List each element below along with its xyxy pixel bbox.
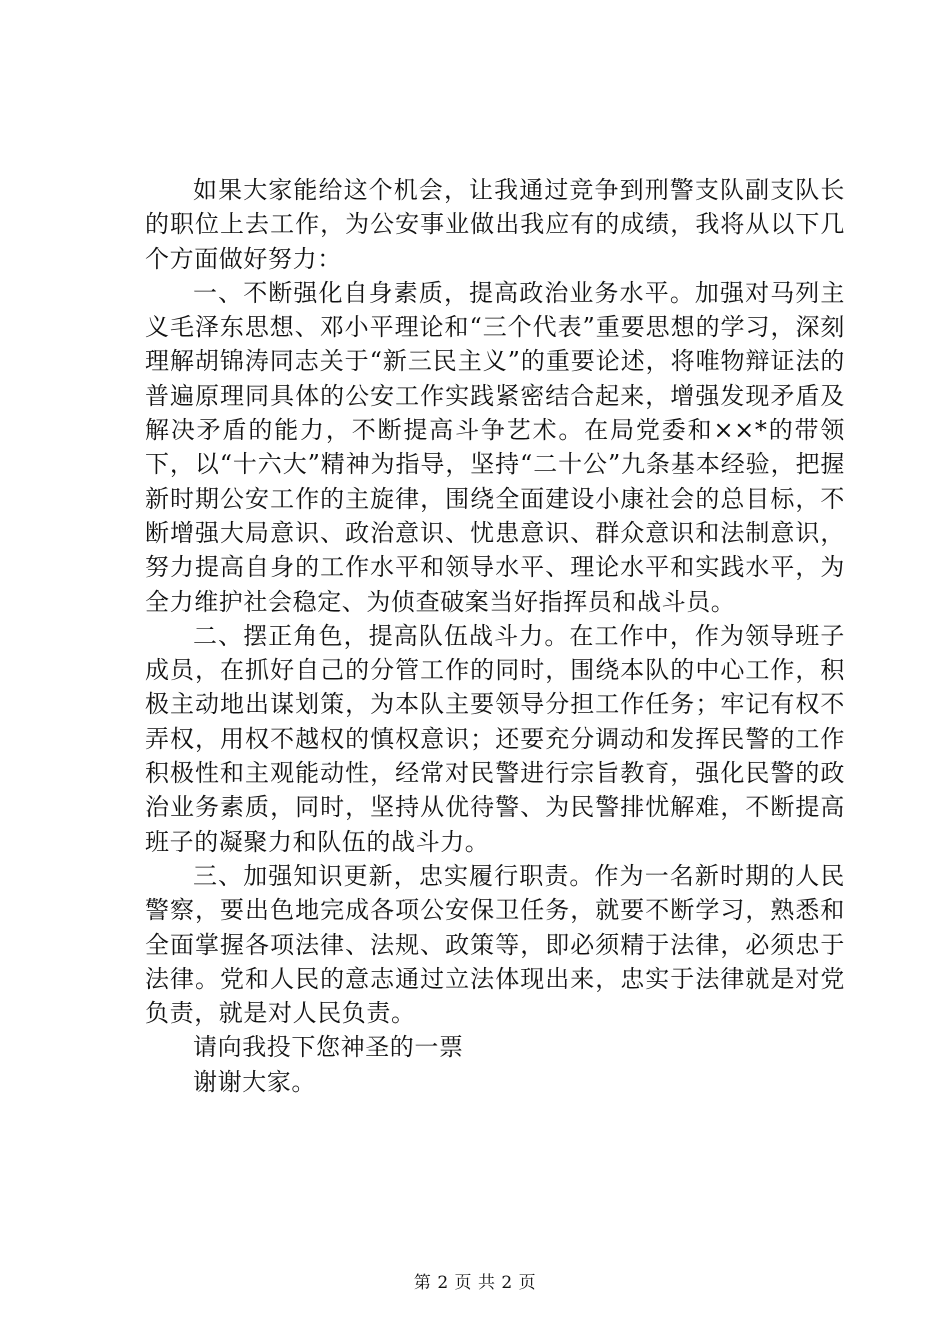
page-footer: 第 2 页 共 2 页	[413, 1273, 537, 1293]
paragraph-vote-request: 请向我投下您神圣的一票	[193, 1033, 464, 1062]
paragraph-point-one: 一、不断强化自身素质，提高政治业务水平。加强对马列主义毛泽东思想、邓小平理论和“三个代表”重要思想的学习，深刻理解胡锦涛同志关于“新三民主义”的重要论述，将唯物辩证法的普遍原理同具体的公安工作实践紧密结合起来，增强发现矛盾及解决矛盾的能力，不断提高斗争艺术。在局党委和××*的带领下，以“十六大”精神为指导，坚持“二十公”九条基本经验，把握新时期公安工作的主旋律，围绕全面建设小康社会的总目标，不断增强大局意识、政治意识、忧患意识、群众意识和法制意识，努力提高自身的工作水平和领导水平、理论水平和实践水平，为全力维护社会稳定、为侦查破案当好指挥员和战斗员。	[145, 278, 845, 616]
document-body	[145, 173, 845, 1099]
paragraph-intro: 如果大家能给这个机会，让我通过竞争到刑警支队副支队长的职位上去工作，为公安事业做出我应有的成绩，我将从以下几个方面做好努力：	[145, 176, 845, 273]
paragraph-point-three: 三、加强知识更新，忠实履行职责。作为一名新时期的人民警察，要出色地完成各项公安保卫任务，就要不断学习，熟悉和全面掌握各项法律、法规、政策等，即必须精于法律，必须忠于法律。党和人民的意志通过立法体现出来，忠实于法律就是对党负责，就是对人民负责。	[145, 861, 845, 1028]
paragraph-thanks: 谢谢大家。	[193, 1067, 316, 1096]
paragraph-point-two: 二、摆正角色，提高队伍战斗力。在工作中，作为领导班子成员，在抓好自己的分管工作的同时，围绕本队的中心工作，积极主动地出谋划策，为本队主要领导分担工作任务；牢记有权不弄权，用权不越权的慎权意识；还要充分调动和发挥民警的工作积极性和主观能动性，经常对民警进行宗旨教育，强化民警的政治业务素质，同时，坚持从优待警、为民警排忧解难，不断提高班子的凝聚力和队伍的战斗力。	[145, 621, 845, 856]
